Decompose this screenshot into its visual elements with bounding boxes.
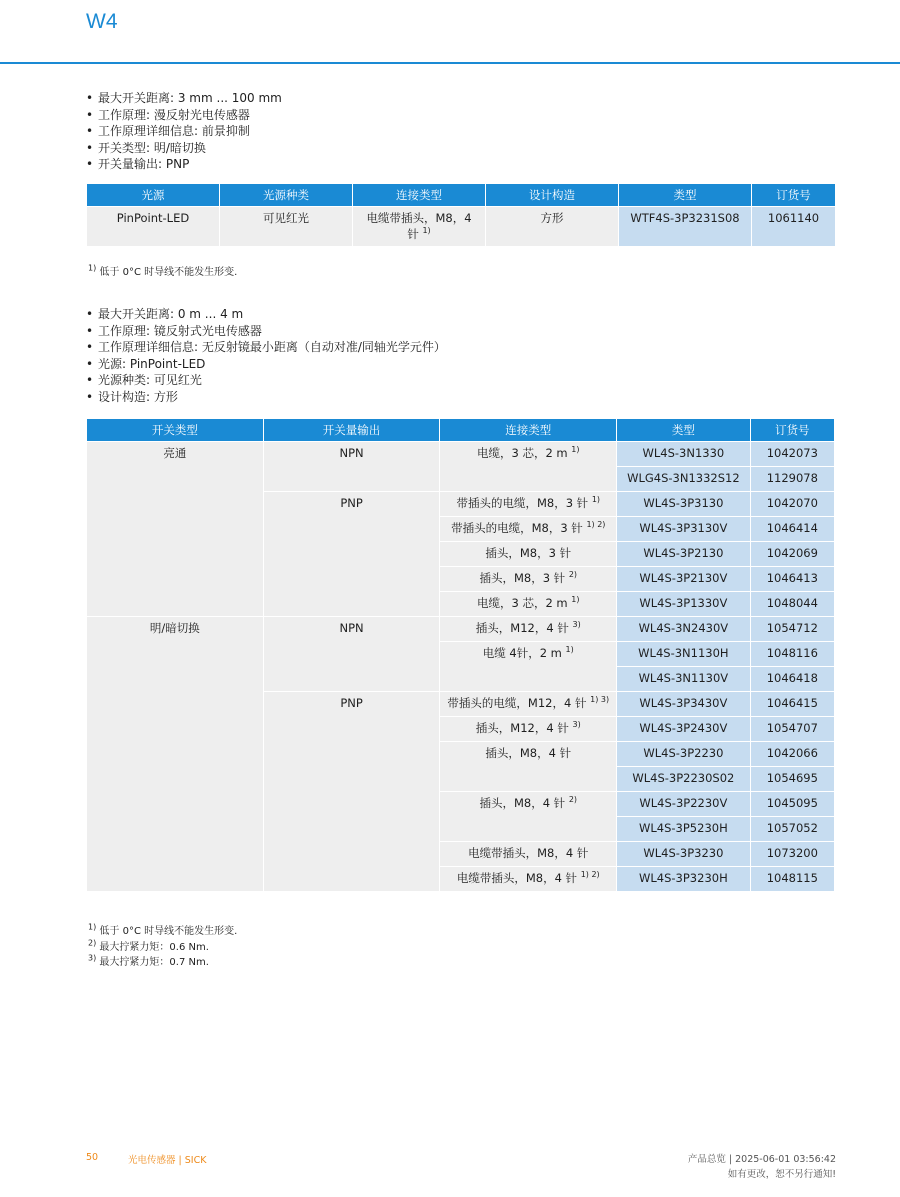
cell-type: WTF4S-3P3231S08	[619, 207, 751, 246]
cell-order-number: 1042070	[751, 492, 834, 516]
cell-output: NPN	[264, 442, 440, 491]
column-header: 连接类型	[440, 419, 616, 441]
cell-connection: 插头，M12，4 针 $^{3)}$	[440, 717, 616, 741]
cell-output: NPN	[264, 617, 440, 691]
cell-connection: 带插头的电缆，M8，3 针 $^{1)}$	[440, 492, 616, 516]
cell-order-number: 1046414	[751, 517, 834, 541]
cell-type: WL4S-3P2130V	[617, 567, 750, 591]
cell-connection: 插头，M8，3 针 $^{2)}$	[440, 567, 616, 591]
cell-type: WL4S-3P3230H	[617, 867, 750, 891]
cell-order-number: 1129078	[751, 467, 834, 491]
cell-order-number: 1046415	[751, 692, 834, 716]
table-row	[87, 442, 834, 466]
cell-connection	[353, 207, 485, 246]
cell-type: WL4S-3P2130	[617, 542, 750, 566]
cell-type: WL4S-3P3130	[617, 492, 750, 516]
cell-switch-type: 亮通	[87, 442, 263, 616]
cell-order-number: 1046418	[751, 667, 834, 691]
footnote: $^{1)}$ 低于 0°C 时导线不能发生形变.	[88, 263, 238, 278]
footer-disclaimer: 如有更改，恕不另行通知!	[727, 1169, 836, 1180]
feature-item: • 工作原理详细信息: 无反射镜最小距离（自动对准/同轴光学元件）	[86, 339, 446, 356]
footnote-ref: 2)	[568, 570, 578, 580]
table-header-row	[87, 419, 834, 441]
connection-text: 电缆带插头，M8，4 针	[366, 211, 472, 241]
table-row	[87, 617, 834, 641]
cell-type: WL4S-3N1130H	[617, 642, 750, 666]
column-header: 订货号	[751, 419, 834, 441]
cell-type: WL4S-3P2230V	[617, 792, 750, 816]
cell-connection: 电缆带插头，M8，4 针	[440, 842, 616, 866]
footer-overview: 产品总览 | 2025-06-01 03:56:42	[687, 1154, 836, 1165]
feature-item: • 光源种类: 可见红光	[86, 372, 446, 389]
cell-order-number: 1061140	[752, 207, 835, 246]
column-header: 开关类型	[87, 419, 263, 441]
cell-order-number: 1054707	[751, 717, 834, 741]
cell-type: WL4S-3N2430V	[617, 617, 750, 641]
cell-light-source: PinPoint-LED	[87, 207, 219, 246]
feature-item: • 工作原理: 镜反射式光电传感器	[86, 323, 446, 340]
cell-design: 方形	[486, 207, 618, 246]
cell-order-number: 1042069	[751, 542, 834, 566]
cell-connection: 电缆 4针，2 m $^{1)}$	[440, 642, 616, 691]
header-divider	[0, 62, 900, 64]
cell-type: WL4S-3P5230H	[617, 817, 750, 841]
cell-order-number: 1042073	[751, 442, 834, 466]
cell-connection: 插头，M8，4 针 $^{2)}$	[440, 792, 616, 841]
cell-output: PNP	[264, 692, 440, 891]
column-header: 类型	[617, 419, 750, 441]
cell-type: WL4S-3P3130V	[617, 517, 750, 541]
cell-order-number: 1046413	[751, 567, 834, 591]
footnote-ref: 1)	[571, 445, 580, 455]
cell-connection: 带插头的电缆，M8，3 针 $^{1) 2)}$	[440, 517, 616, 541]
cell-order-number: 1057052	[751, 817, 834, 841]
footer-section: 光电传感器 | SICK	[128, 1155, 207, 1166]
feature-item: • 光源: PinPoint-LED	[86, 356, 446, 373]
cell-type: WL4S-3P2430V	[617, 717, 750, 741]
feature-list-2	[86, 306, 446, 405]
cell-connection: 电缆，3 芯，2 m $^{1)}$	[440, 442, 616, 491]
footnote: $^{3)}$ 最大拧紧力矩：0.7 Nm.	[88, 953, 209, 968]
footnotes-1	[88, 265, 237, 281]
cell-order-number: 1048044	[751, 592, 834, 616]
cell-type: WL4S-3P2230S02	[617, 767, 750, 791]
cell-type: WL4S-3N1130V	[617, 667, 750, 691]
cell-type: WLG4S-3N1332S12	[617, 467, 750, 491]
column-header: 设计构造	[486, 184, 618, 206]
feature-item: • 工作原理详细信息: 前景抑制	[86, 123, 282, 140]
cell-type: WL4S-3P3430V	[617, 692, 750, 716]
cell-connection: 插头，M8，3 针	[440, 542, 616, 566]
table-header-row	[87, 184, 835, 206]
footnote-ref: 1) 2)	[580, 870, 600, 880]
product-table-1	[86, 183, 836, 247]
column-header: 开关量输出	[264, 419, 440, 441]
feature-item: • 设计构造: 方形	[86, 389, 446, 406]
product-table-2	[86, 418, 835, 892]
feature-list-1	[86, 90, 282, 173]
footnote-ref: 1) 3)	[590, 695, 610, 705]
footnote-ref: 3)	[572, 720, 581, 730]
cell-connection: 电缆，3 芯，2 m $^{1)}$	[440, 592, 616, 616]
cell-type: WL4S-3P1330V	[617, 592, 750, 616]
feature-item: • 工作原理: 漫反射光电传感器	[86, 107, 282, 124]
footnote-ref: 2)	[568, 795, 578, 805]
cell-switch-type: 明/暗切换	[87, 617, 263, 891]
column-header: 光源种类	[220, 184, 352, 206]
cell-connection: 插头，M8，4 针	[440, 742, 616, 791]
cell-order-number: 1045095	[751, 792, 834, 816]
footnote-ref: 1)	[422, 225, 431, 235]
cell-order-number: 1054712	[751, 617, 834, 641]
footnote-ref: 1)	[565, 645, 574, 655]
cell-order-number: 1042066	[751, 742, 834, 766]
footnote-ref: 3)	[572, 620, 581, 630]
column-header: 连接类型	[353, 184, 485, 206]
cell-order-number: 1048116	[751, 642, 834, 666]
cell-order-number: 1073200	[751, 842, 834, 866]
footnotes-2	[88, 924, 237, 971]
footnote: $^{2)}$ 最大拧紧力矩：0.6 Nm.	[88, 938, 209, 953]
cell-light-type: 可见红光	[220, 207, 352, 246]
footnote-ref: 1) 2)	[586, 520, 606, 530]
feature-item: • 开关量输出: PNP	[86, 156, 282, 173]
cell-connection: 带插头的电缆，M12，4 针 $^{1) 3)}$	[440, 692, 616, 716]
cell-output: PNP	[264, 492, 440, 616]
page-header-title: W4	[86, 10, 118, 33]
footnote-ref: 1)	[591, 495, 601, 505]
cell-order-number: 1054695	[751, 767, 834, 791]
cell-type: WL4S-3P3230	[617, 842, 750, 866]
feature-item: • 最大开关距离: 3 mm ... 100 mm	[86, 90, 282, 107]
cell-connection: 插头，M12，4 针 $^{3)}$	[440, 617, 616, 641]
cell-connection: 电缆带插头，M8，4 针 $^{1) 2)}$	[440, 867, 616, 891]
page-number: 50	[86, 1152, 99, 1163]
column-header: 类型	[619, 184, 751, 206]
column-header: 订货号	[752, 184, 835, 206]
table-row	[87, 207, 835, 246]
cell-order-number: 1048115	[751, 867, 834, 891]
feature-item: • 最大开关距离: 0 m ... 4 m	[86, 306, 446, 323]
column-header: 光源	[87, 184, 219, 206]
cell-type: WL4S-3N1330	[617, 442, 750, 466]
footnote: $^{1)}$ 低于 0°C 时导线不能发生形变.	[88, 922, 238, 937]
footnote-ref: 1)	[571, 595, 580, 605]
feature-item: • 开关类型: 明/暗切换	[86, 140, 282, 157]
footer-right	[688, 1152, 836, 1182]
cell-type: WL4S-3P2230	[617, 742, 750, 766]
